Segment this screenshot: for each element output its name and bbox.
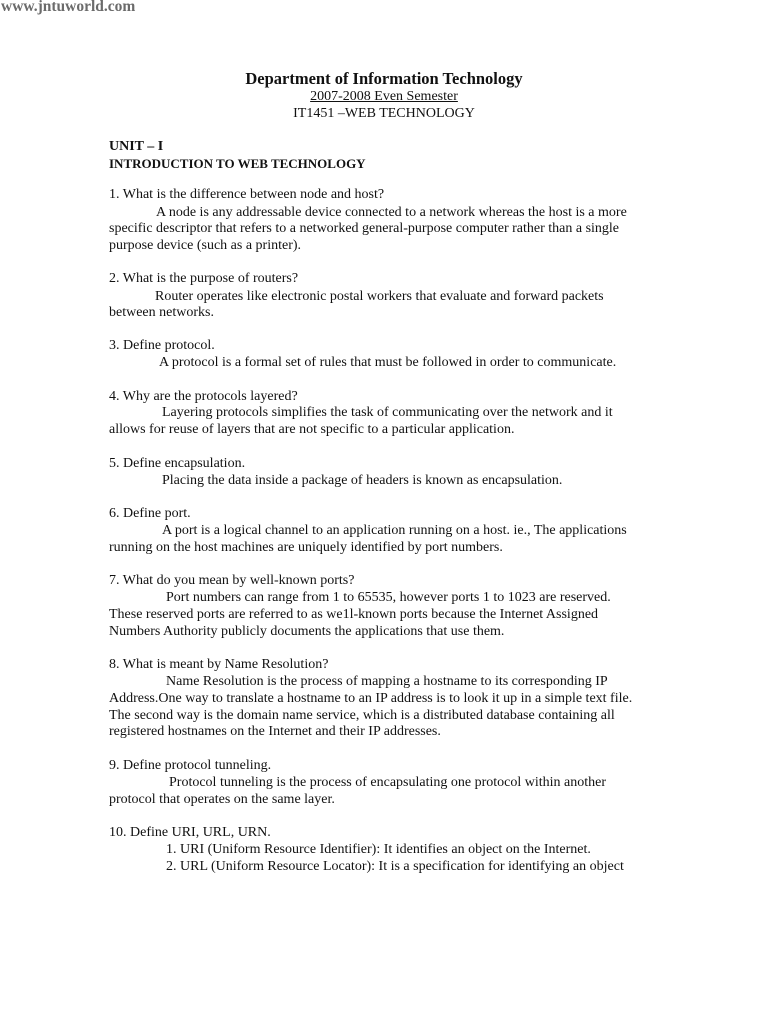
answer-2-line-1: Router operates like electronic postal workers that evaluate and forward packets xyxy=(155,289,604,304)
course-title: IT1451 –WEB TECHNOLOGY xyxy=(293,106,475,121)
answer-10-line-1: 1. URI (Uniform Resource Identifier): It identifies an object on the Internet. xyxy=(166,842,591,857)
unit-label: UNIT – I xyxy=(109,139,164,154)
answer-9-line-2: protocol that operates on the same layer. xyxy=(109,792,335,807)
answer-9-line-1: Protocol tunneling is the process of encapsulating one protocol within another xyxy=(169,775,607,790)
answer-5-line-1: Placing the data inside a package of headers is known as encapsulation. xyxy=(162,473,563,488)
answer-3-line-1: A protocol is a formal set of rules that must be followed in order to communicate. xyxy=(159,355,617,370)
question-4: 4. Why are the protocols layered? xyxy=(109,389,298,404)
answer-10-line-2: 2. URL (Uniform Resource Locator): It is a specification for identifying an object xyxy=(166,859,624,874)
question-7: 7. What do you mean by well-known ports? xyxy=(109,573,355,588)
answer-6-line-1: A port is a logical channel to an application running on a host. ie., The applications xyxy=(162,523,627,538)
answer-7-line-2: These reserved ports are referred to as we1l-known ports because the Internet Assigned xyxy=(109,607,599,622)
document-title: Department of Information Technology xyxy=(245,69,523,88)
question-6: 6. Define port. xyxy=(109,506,191,521)
question-5: 5. Define encapsulation. xyxy=(109,456,246,471)
answer-1-line-3: purpose device (such as a printer). xyxy=(109,238,302,253)
answer-4-line-2: allows for reuse of layers that are not specific to a particular application. xyxy=(109,422,515,437)
unit-title: INTRODUCTION TO WEB TECHNOLOGY xyxy=(109,156,366,171)
question-2: 2. What is the purpose of routers? xyxy=(109,271,299,286)
answer-1-line-1: A node is any addressable device connected to a network whereas the host is a more xyxy=(156,205,627,220)
answer-8-line-4: registered hostnames on the Internet and their IP addresses. xyxy=(109,724,441,739)
answer-2-line-2: between networks. xyxy=(109,305,214,320)
question-9: 9. Define protocol tunneling. xyxy=(109,758,272,773)
semester-label xyxy=(0,89,768,105)
answer-8-line-3: The second way is the domain name service, which is a distributed database containing all xyxy=(109,708,615,723)
answer-7-line-3: Numbers Authority publicly documents the applications that use them. xyxy=(109,624,505,639)
answer-8-line-1: Name Resolution is the process of mapping a hostname to its corresponding IP xyxy=(166,674,608,689)
question-8: 8. What is meant by Name Resolution? xyxy=(109,657,329,672)
answer-1-line-2: specific descriptor that refers to a networked general-purpose computer rather than a single xyxy=(109,221,620,236)
question-3: 3. Define protocol. xyxy=(109,338,215,353)
answer-4-line-1: Layering protocols simplifies the task of communicating over the network and it xyxy=(162,405,613,420)
answer-8-line-2: Address.One way to translate a hostname to an IP address is to look it up in a simple text file. xyxy=(109,691,633,706)
question-10: 10. Define URI, URL, URN. xyxy=(109,825,271,840)
question-1: 1. What is the difference between node and host? xyxy=(109,187,385,202)
semester-text: 2007-2008 Even Semester xyxy=(310,89,458,104)
answer-7-line-1: Port numbers can range from 1 to 65535, however ports 1 to 1023 are reserved. xyxy=(166,590,611,605)
watermark-url: www.jntuworld.com xyxy=(1,0,136,15)
answer-6-line-2: running on the host machines are uniquely identified by port numbers. xyxy=(109,540,503,555)
